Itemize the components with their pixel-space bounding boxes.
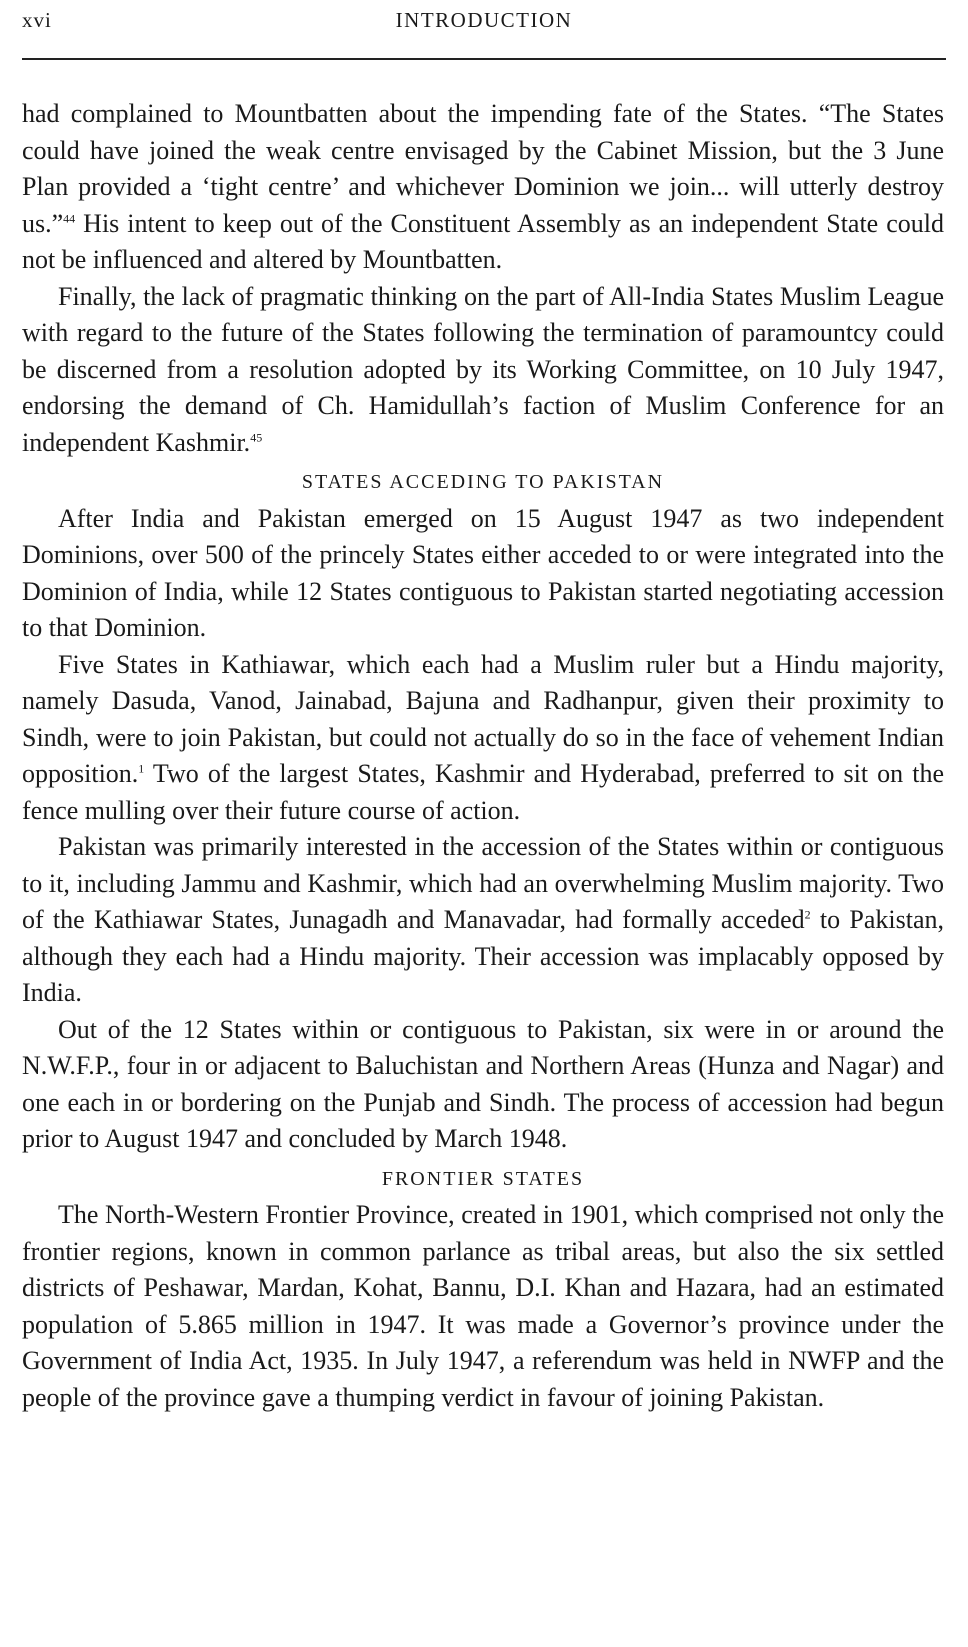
chapter-title: INTRODUCTION xyxy=(395,8,573,32)
header-rule xyxy=(22,58,946,60)
footnote-ref-1: 1 xyxy=(138,761,145,776)
footnote-ref-44: 44 xyxy=(63,210,76,225)
paragraph: Five States in Kathiawar, which each had a Muslim ruler but a Hindu majority, namely Dasuda, Vanod, Jainabad, Bajuna and Radhanpur, given their proximity to Sindh, were to join Pakistan, but could not actually do so in the face of vehement Indian opposition.$^1$ Two of the largest States, Kashmir and Hyderabad, preferred to sit on the fence mulling over their future course of action. xyxy=(22,649,944,825)
body-text xyxy=(22,96,944,1416)
section-heading-states-acceding: STATES ACCEDING TO PAKISTAN xyxy=(301,471,665,493)
paragraph-continued: had complained to Mountbatten about the impending fate of the States. “The States could have joined the weak centre envisaged by the Cabinet Mission, but the 3 June Plan provided a ‘tight centre’ and whichever Dominion we join... will utterly destroy us.”$^{44}$ His intent to keep out of the Constituent Assembly as an independent State could not be influenced and altered by Mountbatten. xyxy=(22,99,944,274)
section-heading-frontier-states: FRONTIER STATES xyxy=(381,1167,585,1190)
paragraph: Finally, the lack of pragmatic thinking on the part of All-India States Muslim League with regard to the future of the States following the termination of paramountcy could be discerned from a resolution adopted by its Working Committee, on 10 July 1947, endorsing the demand of Ch. Hamidullah’s faction of Muslim Conference for an independent Kashmir.$^{45}$ xyxy=(22,281,944,457)
footnote-ref-45: 45 xyxy=(250,429,263,444)
paragraph: Out of the 12 States within or contiguous to Pakistan, six were in or around the N.W.F.P., four in or adjacent to Baluchistan and Northern Areas (Hunza and Nagar) and one each in or bordering on the Punjab and Sindh. The process of accession had begun prior to August 1947 and concluded by March 1948. xyxy=(22,1014,944,1153)
page-number: xvi xyxy=(22,8,52,32)
footnote-ref-2: 2 xyxy=(804,907,811,922)
running-head xyxy=(22,8,946,38)
paragraph: After India and Pakistan emerged on 15 August 1947 as two independent Dominions, over 500 of the princely States either acceded to or were integrated into the Dominion of India, while 12 States contiguous to Pakistan started negotiating accession to that Dominion. xyxy=(22,503,944,642)
paragraph: The North-Western Frontier Province, created in 1901, which comprised not only the frontier regions, known in common parlance as tribal areas, but also the six settled districts of Peshawar, Mardan, Kohat, Bannu, D.I. Khan and Hazara, had an estimated population of 5.865 million in 1947. It was made a Governor’s province under the Government of India Act, 1935. In July 1947, a referendum was held in NWFP and the people of the province gave a thumping verdict in favour of joining Pakistan. xyxy=(22,1200,944,1412)
paragraph: Pakistan was primarily interested in the accession of the States within or contiguous to it, including Jammu and Kashmir, which had an overwhelming Muslim majority. Two of the Kathiawar States, Junagadh and Manavadar, had formally acceded$^2$ to Pakistan, although they each had a Hindu majority. Their accession was implacably opposed by India. xyxy=(22,832,944,1007)
